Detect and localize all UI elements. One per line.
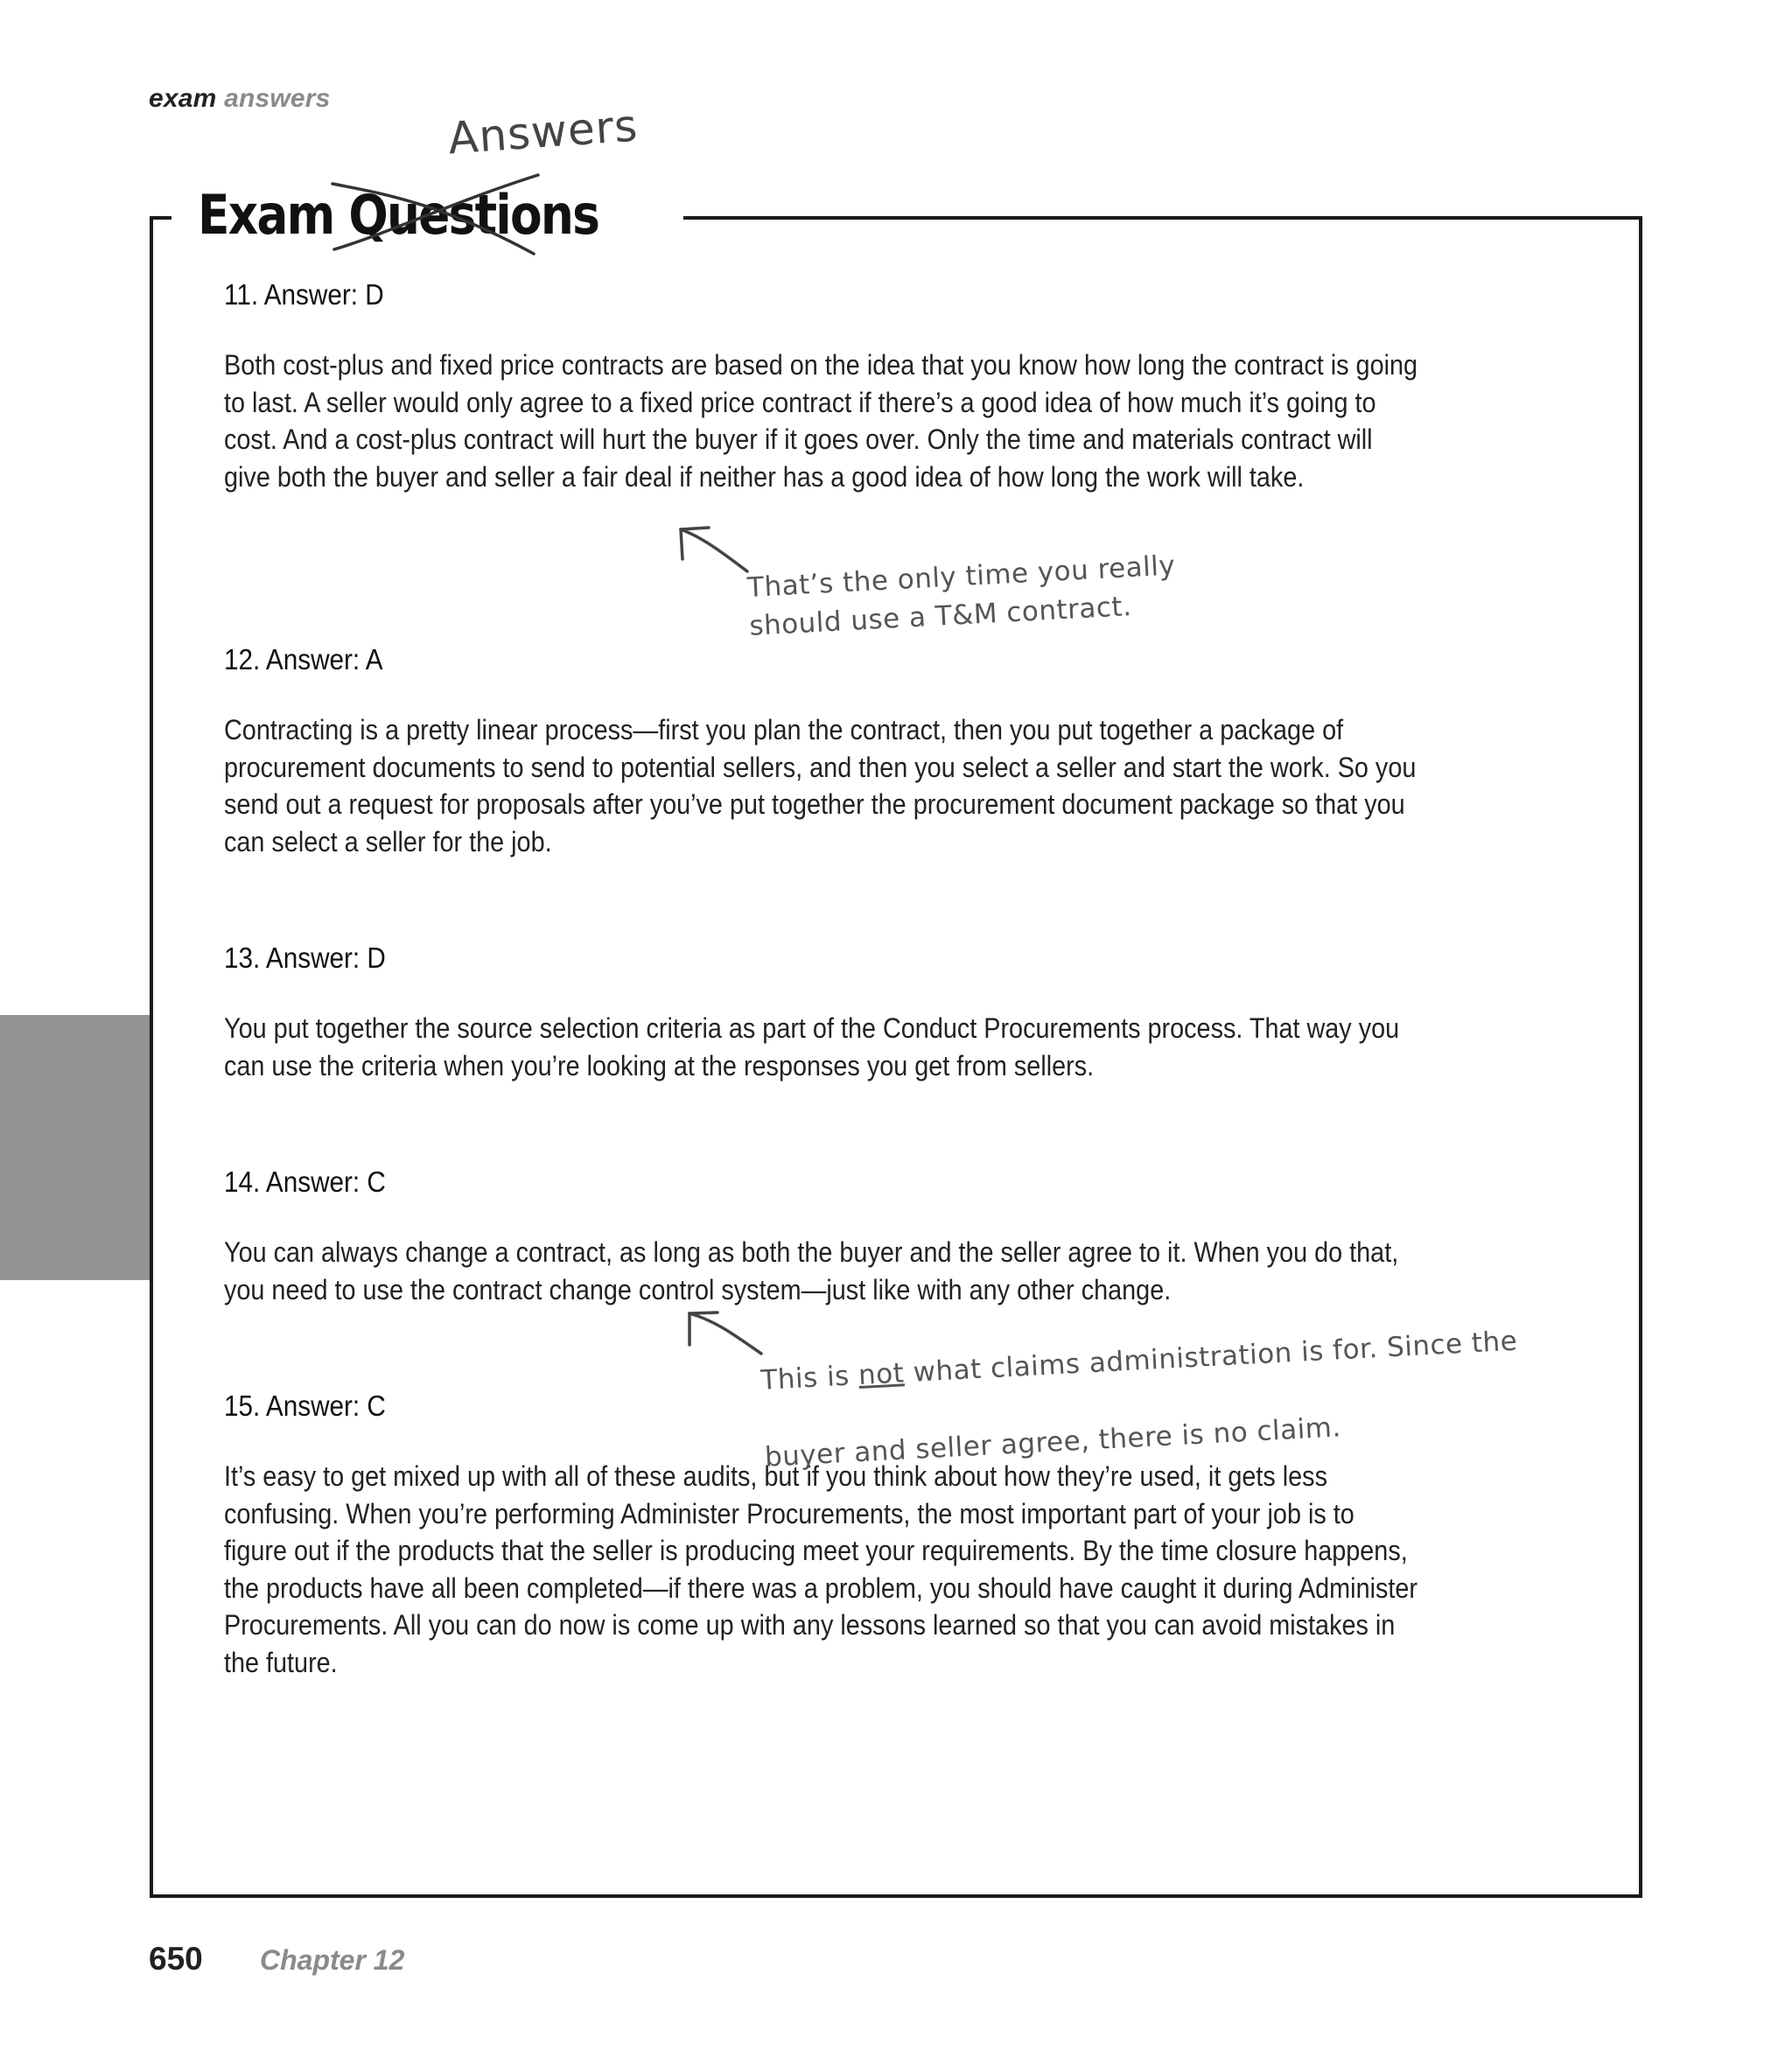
- answer-label: 13. Answer: D: [224, 942, 386, 974]
- answer-explanation: You can always change a contract, as long as both the buyer and the seller agree to it. When you do that, you need to use the contract change control system—just like with any other change.: [224, 1236, 1399, 1306]
- arrow-icon: [674, 521, 761, 573]
- running-head: [149, 84, 331, 114]
- answer-explanation: Both cost-plus and fixed price contracts are based on the idea that you know how long the contract is going to last. A seller would only agree to a fixed price contract if there’s a good idea of how much it’s going to cost. And a cost-plus contract will hurt the buyer if it goes over. Only the time and materials contract will give both the buyer and seller a fair deal if neither has a good idea of how long the work will take.: [224, 349, 1418, 493]
- note-text: This is: [760, 1360, 860, 1396]
- note-emphasis: not: [858, 1357, 906, 1392]
- note-text: buyer and seller agree, there is no claim.: [764, 1411, 1342, 1474]
- title-word-exam: Exam: [198, 182, 334, 247]
- handwritten-note-tm-contract: That’s the only time you really should use a T&M contract.: [746, 550, 1177, 642]
- running-head-subsection: answers: [224, 84, 331, 113]
- answer-explanation: You put together the source selection criteria as part of the Conduct Procurements process. That way you can use the criteria when you’re looking at the responses you get from sellers.: [224, 1012, 1400, 1082]
- answer-explanation: Contracting is a pretty linear process—first you plan the contract, then you put together a package of procurement documents to send to potential sellers, and then you select a seller and start the work. So you send out a request for proposals after you’ve put together the procurement document package so that you can select a seller for the job.: [224, 714, 1417, 858]
- running-head-section: exam: [149, 84, 217, 113]
- handwritten-answers: Answers: [446, 100, 640, 164]
- note-text: what claims administration is for. Since the: [903, 1325, 1519, 1390]
- chapter-thumb-tab: [0, 1015, 150, 1280]
- answer-label: 14. Answer: C: [224, 1166, 386, 1198]
- answer-label: 11. Answer: D: [224, 278, 384, 311]
- answer-13: [224, 942, 1466, 1084]
- answer-explanation: It’s easy to get mixed up with all of these audits, but if you think about how they’re used, it gets less confusing. When you’re performing Administer Procurements, the most important part of your job is to figure out if the products that the seller is producing meet your requirements. By the time closure happens, the products have all been completed—if there was a problem, you should have caught it during Administer Procurements. All you can do now is come up with any lessons learned so that you can avoid mistakes in the future.: [224, 1460, 1418, 1678]
- answer-label: 15. Answer: C: [224, 1390, 386, 1422]
- strike-through-mark: [324, 166, 551, 262]
- arrow-icon: [682, 1308, 770, 1361]
- title-word-questions-struck: Questions: [348, 182, 599, 247]
- chapter-label: Chapter 12: [260, 1944, 405, 1976]
- answer-label: 12. Answer: A: [224, 643, 383, 676]
- answer-14: [224, 1166, 1466, 1308]
- answer-11: [224, 278, 1466, 495]
- answer-12: [224, 643, 1466, 860]
- page-number: 650: [149, 1941, 203, 1977]
